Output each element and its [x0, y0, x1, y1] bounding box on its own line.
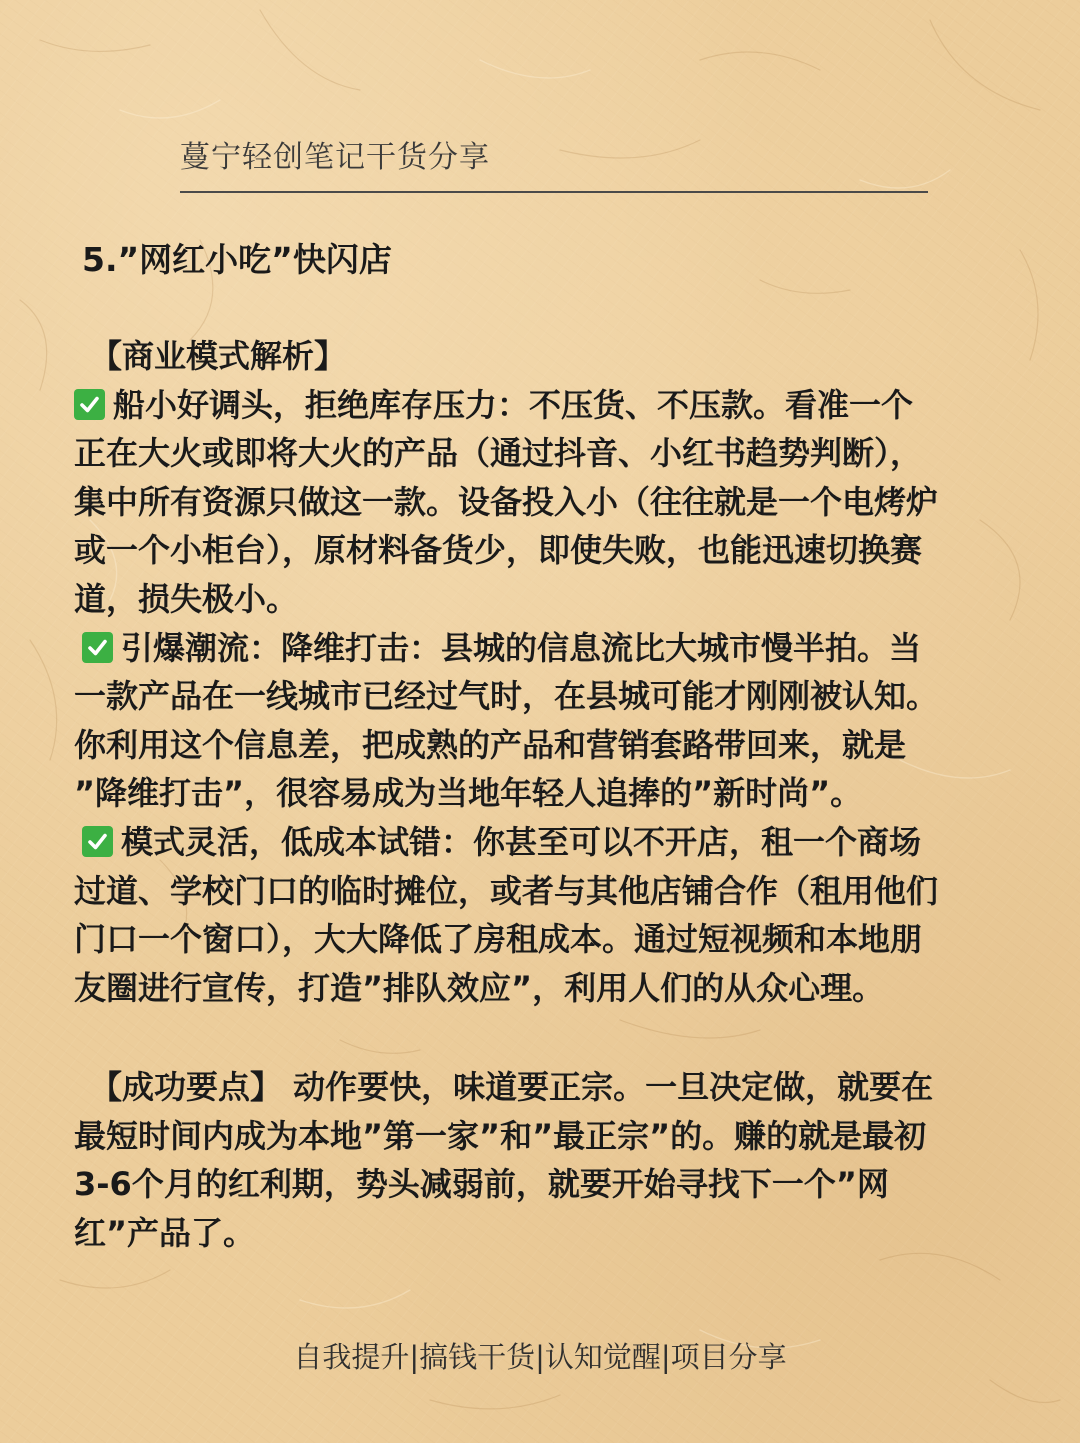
paragraph-line: 红”产品了。: [74, 1213, 256, 1252]
paragraph-line: 集中所有资源只做这一款。设备投入小（往往就是一个电烤炉: [74, 482, 939, 521]
check-mark-icon: [82, 826, 113, 857]
check-mark-icon: [82, 632, 113, 663]
success-points-block: [74, 1063, 1014, 1257]
paragraph-line: ”降维打击”，很容易成为当地年轻人追捧的”新时尚”。: [74, 774, 863, 813]
model-point-2-text: 引爆潮流：降维打击：县城的信息流比大城市慢半拍。当: [121, 628, 922, 667]
model-point-1-line: [74, 381, 1014, 430]
paragraph-line: 你利用这个信息差，把成熟的产品和营销套路带回来，就是: [74, 725, 907, 764]
check-mark-icon: [74, 389, 105, 420]
paragraph-line: 门口一个窗口），大大降低了房租成本。通过短视频和本地朋: [74, 920, 923, 959]
paragraph-line: 道，损失极小。: [74, 579, 299, 618]
paragraph-line: 过道、学校门口的临时摊位，或者与其他店铺合作（租用他们: [74, 871, 939, 910]
header-title: 蔓宁轻创笔记干货分享: [180, 140, 490, 175]
section-title: 5.”网红小吃”快闪店: [82, 240, 392, 279]
paragraph-line: 一款产品在一线城市已经过气时，在县城可能才刚刚被认知。: [74, 677, 939, 716]
model-point-3-text: 模式灵活，低成本试错：你甚至可以不开店，租一个商场: [121, 822, 922, 861]
header-divider: [180, 191, 928, 193]
footer-tags: 自我提升|搞钱干货|认知觉醒|项目分享: [293, 1340, 787, 1374]
paragraph-line: 友圈进行宣传，打造”排队效应”，利用人们的从众心理。: [74, 968, 885, 1007]
model-heading: 【商业模式解析】: [90, 337, 347, 375]
paragraph-line: 【成功要点】 动作要快，味道要正宗。一旦决定做，就要在: [90, 1068, 934, 1106]
model-point-2-line: [74, 624, 1014, 673]
model-point-1-text: 船小好调头，拒绝库存压力：不压货、不压款。看准一个: [113, 385, 914, 424]
model-point-3-line: [74, 818, 1014, 867]
business-model-block: [74, 332, 1014, 1012]
paragraph-line: 正在大火或即将大火的产品（通过抖音、小红书趋势判断），: [74, 434, 923, 473]
paragraph-line: 最短时间内成为本地”第一家”和”最正宗”的。赚的就是最初: [74, 1116, 927, 1155]
paragraph-line: 3-6个月的红利期，势头减弱前，就要开始寻找下一个”网: [74, 1165, 889, 1204]
paragraph-line: 或一个小柜台），原材料备货少，即使失败，也能迅速切换赛: [74, 531, 923, 570]
